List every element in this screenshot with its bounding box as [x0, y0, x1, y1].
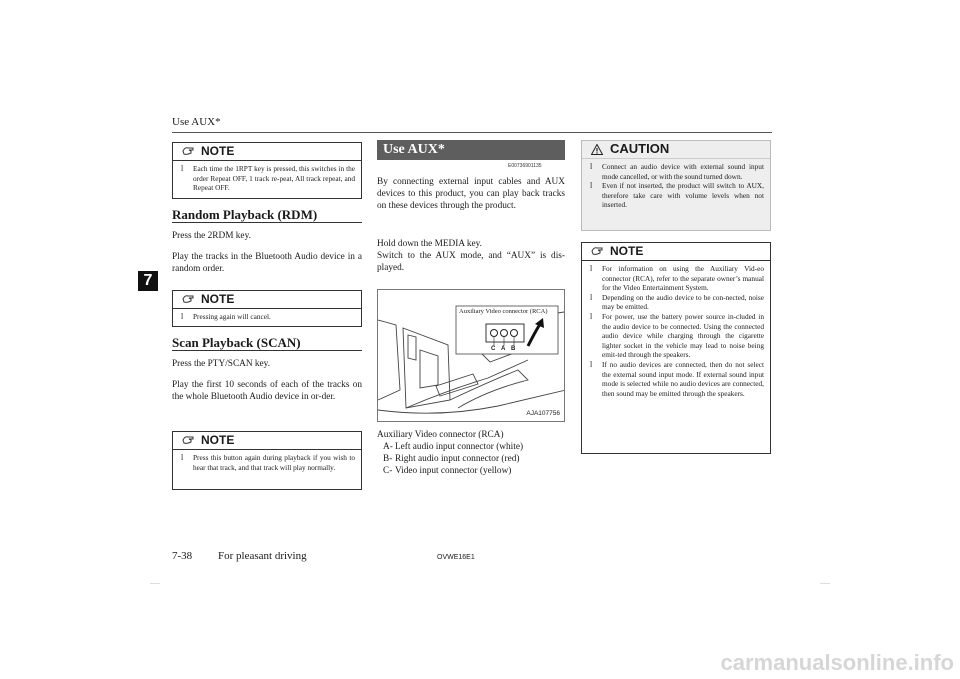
header-rule	[172, 132, 772, 133]
note-item: l Each time the 1RPT key is pressed, this switches in the order Repeat OFF, 1 track re-peat, All track repeat, and Repeat OFF.	[181, 164, 355, 193]
legend-item: A- Left audio input connector (white)	[383, 442, 524, 452]
note-item: l If no audio devices are connected, then do not select the external sound input mode. If external sound input mode is selected while no audio devices are connected, then sound may be emitted through the speakers.	[590, 359, 764, 398]
bullet-icon: l	[590, 292, 593, 302]
heading-rule	[172, 350, 362, 351]
legend-title: Auxiliary Video connector (RCA)	[377, 430, 504, 440]
page-number: 7-38	[172, 550, 193, 562]
note-box-scan	[172, 431, 362, 490]
legend-item: B- Right audio input connector (red)	[383, 454, 520, 464]
bullet-icon: l	[181, 312, 184, 321]
note-header	[173, 143, 361, 161]
note-item: l Press this button again during playback if you wish to hear that track, and that track will play normally.	[181, 453, 355, 472]
reference-code: E00736901135	[508, 163, 542, 169]
note-header	[173, 291, 361, 309]
paragraph: Press the PTY/SCAN key.	[172, 359, 271, 369]
footer-section: For pleasant driving	[218, 550, 307, 562]
note-title: NOTE	[610, 244, 644, 258]
note-box-aux	[581, 242, 771, 454]
note-box-random	[172, 290, 362, 327]
paragraph: Play the tracks in the Bluetooth Audio device in a random order.	[172, 252, 362, 274]
letter-c: C	[491, 346, 496, 352]
bullet-icon: l	[590, 162, 593, 171]
note-item: l Depending on the audio device to be con-nected, noise may be emitted.	[590, 292, 764, 312]
paragraph: Hold down the MEDIA key.	[377, 239, 483, 249]
aux-connector-illustration	[377, 289, 565, 422]
document-code: OVWE16E1	[437, 554, 475, 561]
watermark: carmanualsonline.info	[720, 650, 954, 675]
figure-callout: Auxiliary Video connector (RCA)	[459, 308, 548, 315]
note-hand-icon	[591, 246, 603, 256]
connector-legend	[377, 429, 523, 477]
note-title: NOTE	[201, 144, 235, 158]
crop-mark	[150, 583, 160, 584]
legend-item: C- Video input connector (yellow)	[383, 466, 512, 476]
paragraph: Switch to the AUX mode, and “AUX” is dis-played.	[377, 251, 565, 273]
heading-scan-playback: Scan Playback (SCAN)	[172, 335, 301, 350]
letter-b: B	[511, 346, 516, 352]
heading-rule	[172, 222, 362, 223]
note-header	[582, 243, 770, 261]
bullet-icon: l	[590, 311, 593, 321]
note-header	[173, 432, 361, 450]
running-header: Use AUX*	[172, 116, 221, 128]
bullet-icon: l	[590, 181, 593, 191]
section-tab: 7	[138, 271, 158, 291]
note-hand-icon	[182, 435, 194, 445]
section-banner: Use AUX*	[377, 140, 565, 160]
caution-item: l Even if not inserted, the product will switch to AUX, therefore take care with volume levels when not inserted.	[590, 181, 764, 210]
note-item: l For power, use the battery power source in-cluded in the audio device to be connected. Using the connected audio device while charging through the cigarette lighter socket in the vehicle may lead to noise being emit-ted through the speakers.	[590, 311, 764, 360]
bullet-icon: l	[590, 359, 593, 369]
paragraph: Play the first 10 seconds of each of the tracks on the whole Bluetooth Audio device in or-der.	[172, 380, 362, 402]
note-title: NOTE	[201, 433, 235, 447]
caution-header	[582, 141, 770, 159]
note-item: l For information on using the Auxiliary Vid-eo connector (RCA), refer to the separate owner’s manual for the Video Entertainment System.	[590, 264, 764, 293]
letter-a: A	[501, 346, 506, 352]
note-title: NOTE	[201, 292, 235, 306]
note-hand-icon	[182, 294, 194, 304]
figure-code: AJA107756	[526, 410, 560, 417]
note-hand-icon	[182, 146, 194, 156]
bullet-icon: l	[181, 453, 184, 462]
note-box-repeat	[172, 142, 362, 199]
crop-mark	[820, 583, 830, 584]
bullet-icon: l	[590, 264, 593, 273]
note-item: l Pressing again will cancel.	[181, 312, 271, 321]
caution-box	[581, 140, 771, 231]
bullet-icon: l	[181, 164, 184, 173]
caution-title: CAUTION	[610, 141, 670, 156]
paragraph: By connecting external input cables and AUX devices to this product, you can play back tracks on these devices through the product.	[377, 177, 565, 211]
paragraph: Press the 2RDM key.	[172, 231, 251, 241]
warning-triangle-icon	[591, 144, 603, 155]
caution-item: l Connect an audio device with external sound input mode cancelled, or with the sound turned down.	[590, 162, 764, 181]
heading-random-playback: Random Playback (RDM)	[172, 207, 318, 222]
